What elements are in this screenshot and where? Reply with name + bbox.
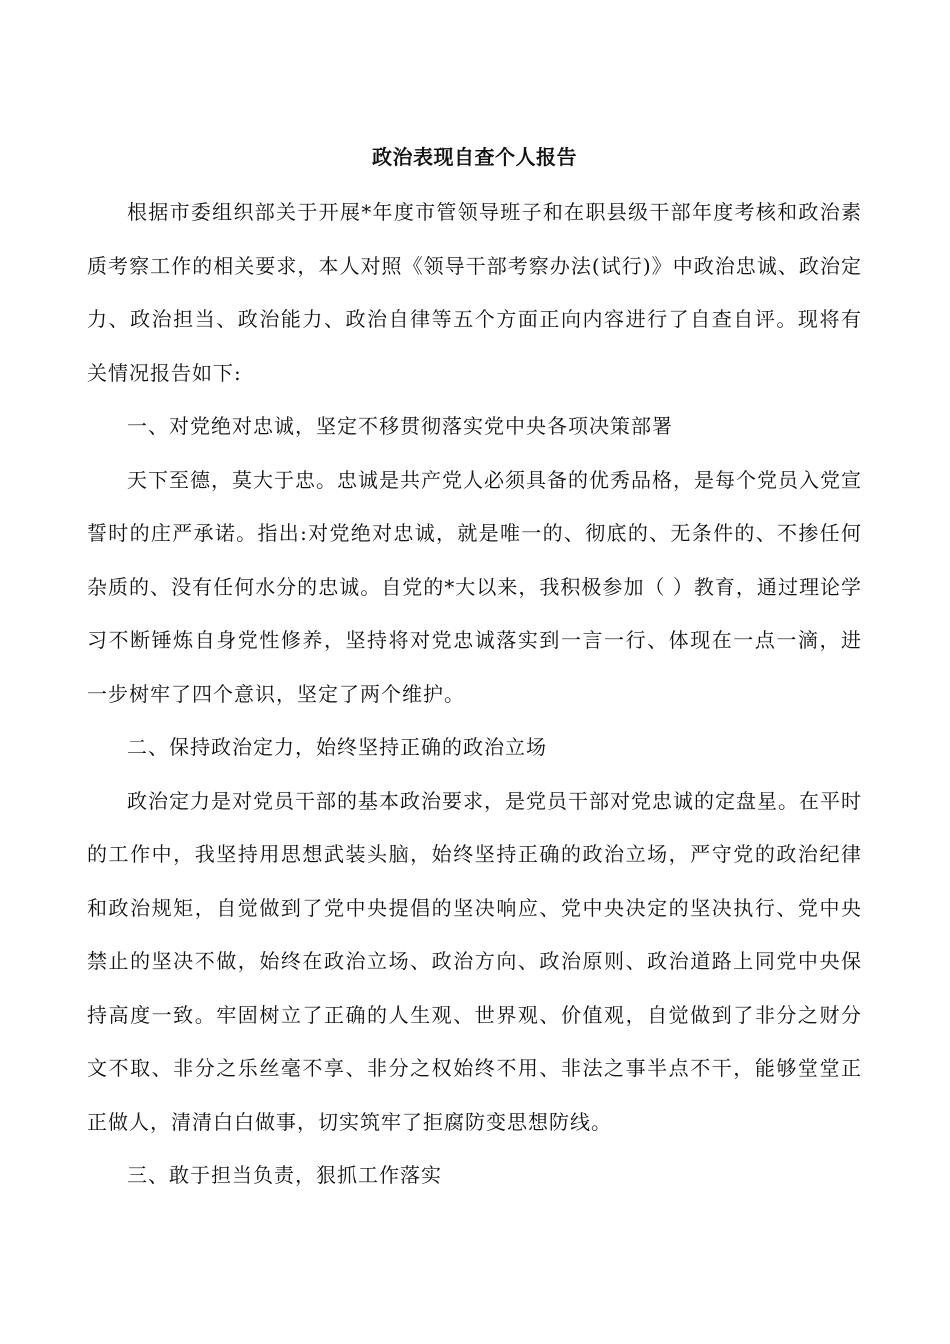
section-2-heading: 二、保持政治定力，始终坚持正确的政治立场 bbox=[127, 735, 547, 759]
document-title: 政治表现自查个人报告 bbox=[372, 145, 577, 169]
section-1-heading: 一、对党绝对忠诚，坚定不移贯彻落实党中央各项决策部署 bbox=[127, 414, 673, 438]
section-2-paragraph: 政治定力是对党员干部的基本政治要求，是党员干部对党忠诚的定盘星。在平时的工作中，我坚持用思想武装头脑，始终坚持正确的政治立场，严守党的政治纪律和政治规矩，自觉做到了党中央提倡的坚决响应、党中央决定的坚决执行、党中央禁止的坚决不做，始终在政治立场、政治方向、政治原则、政治道路上同党中央保持高度一致。牢固树立了正确的人生观、世界观、价值观，自觉做到了非分之财分文不取、非分之乐丝毫不享、非分之权始终不用、非法之事半点不干，能够堂堂正正做人，清清白白做事，切实筑牢了拒腐防变思想防线。 bbox=[87, 788, 862, 1134]
section-3-heading: 三、敢于担当负责，狠抓工作落实 bbox=[127, 1163, 442, 1187]
section-1-paragraph: 天下至德，莫大于忠。忠诚是共产党人必须具备的优秀品格，是每个党员入党宣誓时的庄严承诺。指出:对党绝对忠诚，就是唯一的、彻底的、无条件的、不掺任何杂质的、没有任何水分的忠诚。自党的*大以来，我积极参加（ ）教育，通过理论学习不断锤炼自身党性修养，坚持将对党忠诚落实到一言一行、体现在一点一滴，进一步树牢了四个意识，坚定了两个维护。 bbox=[87, 467, 862, 706]
document-body bbox=[87, 140, 862, 1203]
intro-paragraph: 根据市委组织部关于开展*年度市管领导班子和在职县级干部年度考核和政治素质考察工作的相关要求，本人对照《领导干部考察办法(试行)》中政治忠诚、政治定力、政治担当、政治能力、政治自律等五个方面正向内容进行了自查自评。现将有关情况报告如下: bbox=[87, 200, 862, 385]
